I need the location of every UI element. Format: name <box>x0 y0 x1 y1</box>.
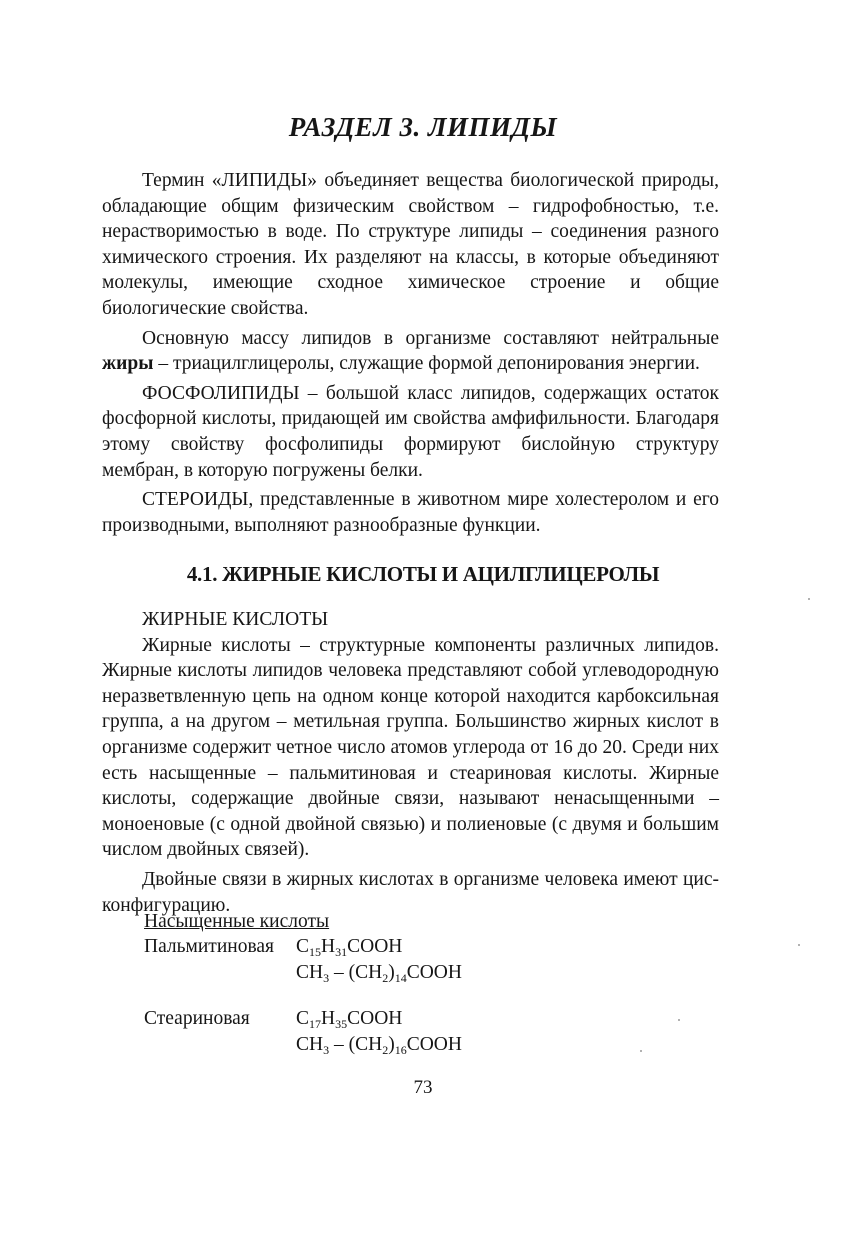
fatty-acids-text <box>102 607 719 922</box>
formula-subscript: 35 <box>335 1017 348 1031</box>
acid-name: Стеариновая <box>144 1008 250 1029</box>
chapter-title: 4.1. ЖИРНЫЕ КИСЛОТЫ И АЦИЛГЛИЦЕРОЛЫ <box>186 562 660 586</box>
formula-subscript: 31 <box>335 945 348 959</box>
molecular-formula: $C_{15}H_{31}COOH$ <box>296 936 403 959</box>
formula-subscript: 14 <box>394 971 407 985</box>
scan-speck <box>678 1019 680 1021</box>
acid-entry <box>0 934 846 994</box>
structural-formula: $CH_3$ – $(CH_2)_{14}COOH$ <box>296 962 462 985</box>
formula-subscript: 2 <box>382 1043 389 1057</box>
intro-paragraph: ФОСФОЛИПИДЫ – большой класс липидов, содержащих остаток фосфорной кислоты, придающей им свойства амфифильности. Благодаря этому свойству фосфолипиды формируют бислойную структуру мембран, в которую погружены белки. <box>102 382 719 481</box>
formula-subscript: 2 <box>382 971 389 985</box>
intro-paragraph: Термин «ЛИПИДЫ» объединяет вещества биологической природы, обладающие общим физическим свойством – гидрофобностью, т.е. нерастворимостью в воде. По структуре липиды – соединения разного химического строения. Их разделяют на классы, в которые объединяют молекулы, имеющие сходное химическое строение и общие биологические свойства. <box>102 170 719 319</box>
section-title: РАЗДЕЛ 3. ЛИПИДЫ <box>288 112 558 142</box>
fatty-acids-paragraph: Двойные связи в жирных кислотах в организме человека имеют цис-конфигурацию. <box>102 868 719 916</box>
structural-formula: $CH_3$ – $(CH_2)_{16}COOH$ <box>296 1034 462 1057</box>
formula-subscript: 3 <box>323 971 330 985</box>
formula-subscript: 17 <box>309 1017 322 1031</box>
formula-subscript: 3 <box>323 1043 330 1057</box>
bold-term: жиры <box>102 353 154 375</box>
scan-speck <box>798 944 800 946</box>
scan-speck <box>640 1050 642 1052</box>
formula-subscript: 15 <box>309 945 322 959</box>
page-number: 73 <box>413 1077 433 1098</box>
intro-paragraph: СТЕРОИДЫ, представленные в животном мире холестеролом и его производными, выполняют разнообразные функции. <box>102 489 719 536</box>
intro-text <box>102 168 719 542</box>
acid-entry <box>0 1006 846 1066</box>
intro-paragraph: Основную массу липидов в организме составляют нейтральные жиры – триацилглицеролы, служащие формой депонирования энергии. <box>102 327 719 375</box>
fatty-acids-paragraph: Жирные кислоты – структурные компоненты различных липидов. Жирные кислоты липидов человека представляют собой углеводородную неразветвленную цепь на одном конце которой находится карбоксильная группа, а на другом – метильная группа. Большинство жирных кислот в организме содержит четное число атомов углерода от 16 до 20. Среди них есть насыщенные – пальмитиновая и стеариновая кислоты. Жирные кислоты, содержащие двойные связи, называют ненасыщенными – моноеновые (с одной двойной связью) и полиеновые (с двумя и большим числом двойных связей). <box>102 634 719 861</box>
acid-name: Пальмитиновая <box>144 936 275 957</box>
subheading: ЖИРНЫЕ КИСЛОТЫ <box>142 609 329 630</box>
formula-subscript: 16 <box>394 1043 407 1057</box>
molecular-formula: $C_{17}H_{35}COOH$ <box>296 1008 403 1031</box>
saturated-heading: Насыщенные кислоты <box>144 911 330 932</box>
scan-speck <box>808 598 810 600</box>
